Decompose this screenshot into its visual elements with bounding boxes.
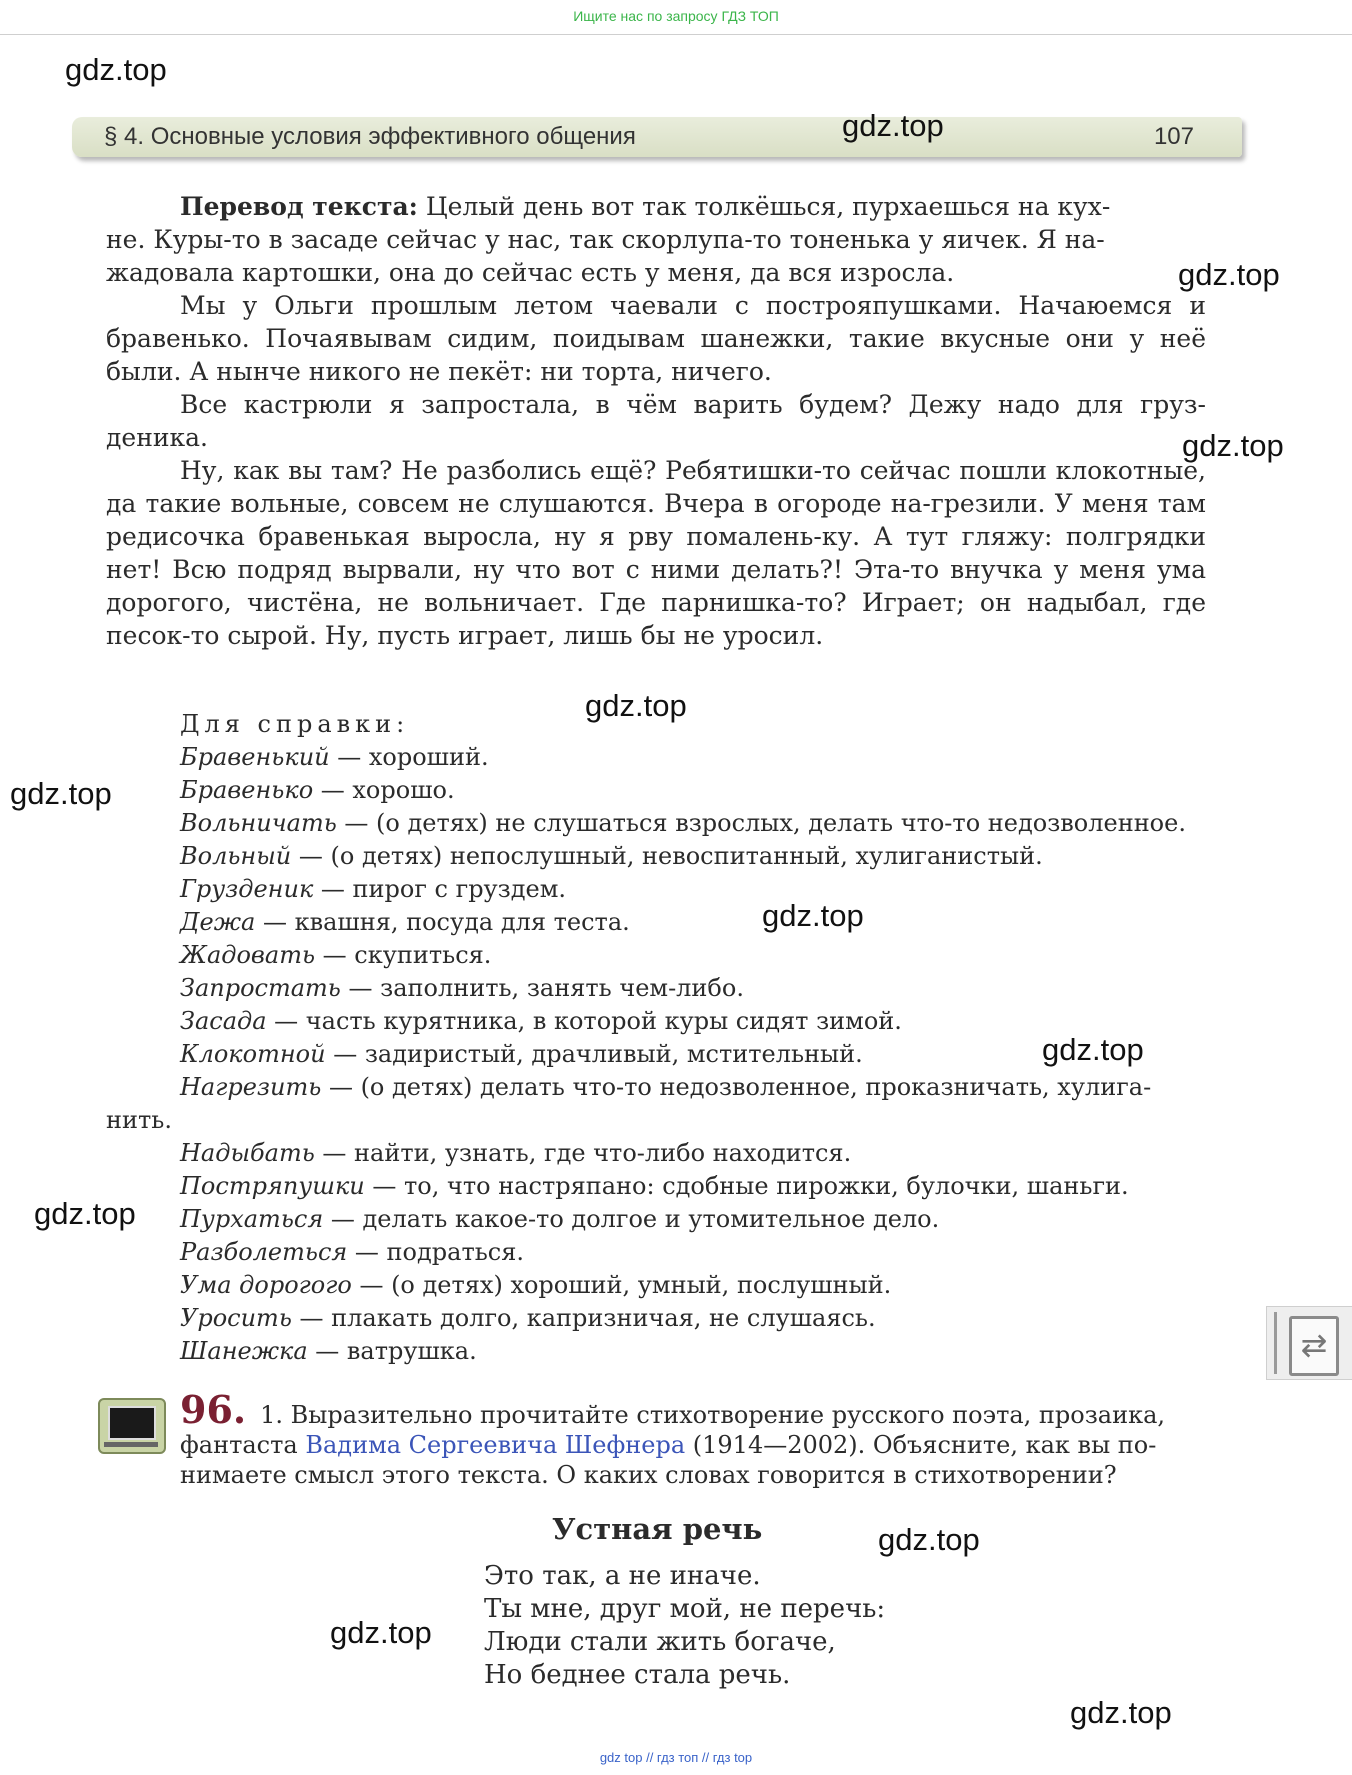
watermark: gdz.top <box>65 52 167 87</box>
reference-entry <box>106 1236 1206 1269</box>
reference-definition: — заполнить, занять чем-либо. <box>340 974 744 1002</box>
reference-definition: — делать какое-то долгое и утомительное дело. <box>323 1205 940 1233</box>
reference-entry <box>106 1302 1206 1335</box>
reference-definition: — хороший. <box>329 743 489 771</box>
reference-definition: — (о детях) не слушаться взрослых, делать что-то недозволенное. <box>336 809 1186 837</box>
computer-icon <box>98 1398 166 1454</box>
reference-entry <box>106 840 1206 873</box>
exercise-text-after: (1914—2002). Объясните, как вы по-нимаете смысл этого текста. О каких словах говорится в стихотворении? <box>180 1431 1157 1489</box>
reference-title: Для справки: <box>180 710 410 738</box>
paragraph-1 <box>106 190 1206 223</box>
watermark: gdz.top <box>330 1615 432 1650</box>
poem-line: Ты мне, друг мой, не перечь: <box>484 1594 886 1624</box>
poem-body <box>484 1560 885 1692</box>
reference-entry <box>106 1335 1206 1368</box>
watermark: gdz.top <box>1178 257 1280 292</box>
reference-term: Надыбать <box>180 1139 315 1167</box>
poem-line: Это так, а не иначе. <box>484 1561 761 1591</box>
paragraph-2: Мы у Ольги прошлым летом чаевали с построяпушками. Начаюемся и бравенько. Почаявывам сидим, поидывам шанежки, такие вкусные они у неё были. А нынче никого не пекёт: ни торта, ничего. <box>106 291 1206 386</box>
reference-definition: — (о детях) непослушный, невоспитанный, хулиганистый. <box>291 842 1043 870</box>
paragraph-4: Ну, как вы там? Не разболись ещё? Ребятишки-то сейчас пошли клокотные, да такие вольные, совсем не слушаются. Вчера в огороде на-грезили. У меня там редисочка бравенькая выросла, ну я рву помалень-ку. А тут гляжу: полгрядки нет! Всю подряд вырвали, ну что вот с ними делать?! Эта-то внучка у меня ума дорогого, чистёна, не вольничает. Где парнишка-то? Играет; он надыбал, где песок-то сырой. Ну, пусть играет, лишь бы не уросил. <box>106 456 1206 650</box>
watermark: gdz.top <box>762 898 864 933</box>
reference-definition: — задиристый, драчливый, мстительный. <box>325 1040 863 1068</box>
reference-entry <box>106 1005 1206 1038</box>
poem-title: Устная речь <box>552 1512 763 1546</box>
section-title: § 4. Основные условия эффективного общения <box>104 123 636 150</box>
author-link[interactable]: Вадима Сергеевича Шефнера <box>305 1431 686 1459</box>
watermark: gdz.top <box>34 1196 136 1231</box>
reference-definition: — ватрушка. <box>307 1337 477 1365</box>
reference-definition: — часть курятника, в которой куры сидят зимой. <box>266 1007 902 1035</box>
watermark: gdz.top <box>10 776 112 811</box>
exercise-text-before: 1. Выразительно прочитайте стихотворение русского поэта, прозаика, фантаста <box>180 1401 1166 1459</box>
reference-definition: — квашня, посуда для теста. <box>255 908 630 936</box>
poem-line: Люди стали жить богаче, <box>484 1627 836 1657</box>
reference-definition: — плакать долго, капризничая, не слушаясь. <box>291 1304 876 1332</box>
reference-entry <box>106 1269 1206 1302</box>
reference-definition: — подраться. <box>347 1238 525 1266</box>
reference-entry <box>106 873 1206 906</box>
reference-term: Нагрезить <box>180 1073 322 1101</box>
page-number: 107 <box>1153 123 1194 150</box>
reference-definition: — скупиться. <box>315 941 492 969</box>
reference-definition: нить. <box>106 1106 172 1134</box>
reference-term: Дежа <box>180 908 256 936</box>
reference-entry <box>106 1203 1206 1236</box>
top-banner <box>0 0 1352 35</box>
reference-term: Засада <box>180 1007 267 1035</box>
watermark: gdz.top <box>842 108 944 143</box>
reference-term: Бравенький <box>180 743 330 771</box>
reference-entry <box>106 774 1206 807</box>
reference-entry <box>106 906 1206 939</box>
paragraph-1-line-3: жадовала картошки, она до сейчас есть у меня, да вся изросла. <box>106 258 955 287</box>
watermark: gdz.top <box>1042 1032 1144 1067</box>
paragraph-1-line-2: не. Куры-то в засаде сейчас у нас, так скорлупа-то тоненька у яичек. Я на- <box>106 225 1105 254</box>
reference-term: Ума дорогого <box>180 1271 352 1299</box>
reference-entry <box>106 1038 1206 1071</box>
top-banner-text: Ищите нас по запросу ГДЗ ТОП <box>573 8 779 24</box>
reference-entry <box>106 741 1206 774</box>
paragraph-3: Все кастрюли я запростала, в чём варить будем? Дежу надо для груз-деника. <box>106 390 1206 452</box>
watermark: gdz.top <box>878 1522 980 1557</box>
reference-definition: — (о детях) делать что-то недозволенное, проказничать, хулига- <box>321 1073 1152 1101</box>
reference-term: Шанежка <box>180 1337 308 1365</box>
reference-term: Грузденик <box>180 875 314 903</box>
reference-entry <box>106 1170 1206 1203</box>
translation-label: Перевод текста: <box>180 192 418 221</box>
page-turn-widget[interactable] <box>1266 1306 1352 1380</box>
watermark: gdz.top <box>1070 1695 1172 1730</box>
watermark: gdz.top <box>585 688 687 723</box>
reference-term: Жадовать <box>180 941 316 969</box>
reference-entry <box>106 1071 1206 1104</box>
reference-term: Бравенько <box>180 776 314 804</box>
reference-entry <box>106 972 1206 1005</box>
reference-entry <box>106 807 1206 840</box>
refresh-document-icon[interactable]: ⇄ <box>1289 1316 1339 1376</box>
paragraph-1-line-1: Целый день вот так толкёшься, пурхаешься на кух- <box>417 192 1111 221</box>
reference-term: Вольничать <box>180 809 337 837</box>
exercise-96 <box>180 1387 1206 1490</box>
watermark: gdz.top <box>1182 428 1284 463</box>
reference-list <box>106 708 1206 1368</box>
reference-definition: — пирог с груздем. <box>313 875 567 903</box>
reference-entry <box>106 1104 1206 1137</box>
section-header <box>72 117 1242 157</box>
reference-term: Запростать <box>180 974 341 1002</box>
poem-line: Но беднее стала речь. <box>484 1660 791 1690</box>
translation-text <box>106 190 1206 652</box>
reference-definition: — (о детях) хороший, умный, послушный. <box>351 1271 892 1299</box>
reference-term: Клокотной <box>180 1040 326 1068</box>
reference-entry <box>106 1137 1206 1170</box>
reference-term: Пурхаться <box>180 1205 324 1233</box>
reference-definition: — хорошо. <box>313 776 455 804</box>
reference-term: Разболеться <box>180 1238 348 1266</box>
exercise-number: 96. <box>180 1387 247 1432</box>
footer-links[interactable]: gdz top // гдз топ // гдз top <box>599 1750 753 1765</box>
reference-definition: — то, что настряпано: сдобные пирожки, булочки, шаньги. <box>364 1172 1129 1200</box>
reference-term: Постряпушки <box>180 1172 365 1200</box>
reference-term: Вольный <box>180 842 292 870</box>
reference-definition: — найти, узнать, где что-либо находится. <box>314 1139 852 1167</box>
reference-term: Уросить <box>180 1304 292 1332</box>
reference-entry <box>106 939 1206 972</box>
